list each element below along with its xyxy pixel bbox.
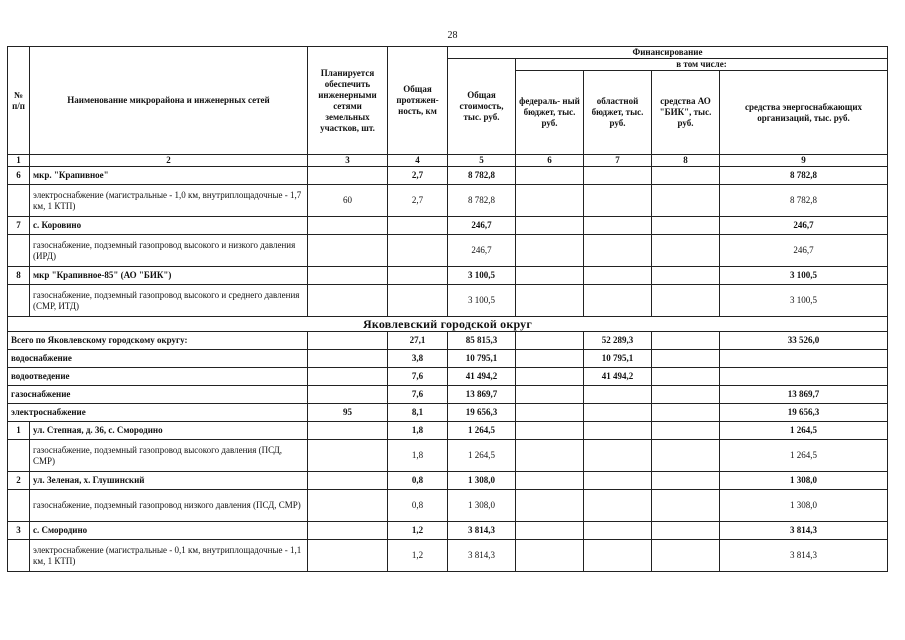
row-federal <box>516 167 584 185</box>
column-number: 8 <box>652 155 720 167</box>
row-energy: 1 264,5 <box>720 422 888 440</box>
row-length: 1,8 <box>388 422 448 440</box>
col-federal-header: федераль- ный бюджет, тыс. руб. <box>516 71 584 155</box>
row-federal <box>516 267 584 285</box>
row-bik <box>652 235 720 267</box>
row-bik <box>652 522 720 540</box>
column-number-row <box>8 155 888 167</box>
row-regional <box>584 490 652 522</box>
row-energy <box>720 350 888 368</box>
row-name: ул. Зеленая, х. Глушинский <box>30 472 308 490</box>
row-energy: 3 814,3 <box>720 540 888 572</box>
row-length: 1,8 <box>388 440 448 472</box>
row-number: 8 <box>8 267 30 285</box>
row-number: 7 <box>8 217 30 235</box>
row-length <box>388 235 448 267</box>
row-energy: 8 782,8 <box>720 167 888 185</box>
row-planned <box>308 350 388 368</box>
row-number: 3 <box>8 522 30 540</box>
row-federal <box>516 472 584 490</box>
row-name: газоснабжение, подземный газопровод высокого давления (ПСД, СМР) <box>30 440 308 472</box>
row-federal <box>516 217 584 235</box>
column-number: 4 <box>388 155 448 167</box>
table-row <box>8 285 888 317</box>
row-total: 41 494,2 <box>448 368 516 386</box>
row-federal <box>516 350 584 368</box>
table-row <box>8 386 888 404</box>
row-energy: 246,7 <box>720 217 888 235</box>
row-energy: 1 308,0 <box>720 472 888 490</box>
column-number: 1 <box>8 155 30 167</box>
row-planned <box>308 490 388 522</box>
row-number <box>8 235 30 267</box>
col-planned-header: Планируется обеспечить инженерными сетями земельных участков, шт. <box>308 47 388 155</box>
row-bik <box>652 490 720 522</box>
row-regional <box>584 422 652 440</box>
row-total: 246,7 <box>448 235 516 267</box>
row-length: 27,1 <box>388 332 448 350</box>
row-planned <box>308 368 388 386</box>
row-planned <box>308 522 388 540</box>
row-total: 3 814,3 <box>448 540 516 572</box>
row-total: 8 782,8 <box>448 185 516 217</box>
row-bik <box>652 167 720 185</box>
row-bik <box>652 386 720 404</box>
region-title-row <box>8 317 888 332</box>
row-length: 3,8 <box>388 350 448 368</box>
financing-header: Финансирование <box>448 47 888 59</box>
row-regional <box>584 540 652 572</box>
row-length <box>388 217 448 235</box>
row-number <box>8 540 30 572</box>
row-regional: 52 289,3 <box>584 332 652 350</box>
table-row <box>8 422 888 440</box>
table-row <box>8 332 888 350</box>
row-regional <box>584 267 652 285</box>
row-energy: 3 100,5 <box>720 285 888 317</box>
page-number: 28 <box>447 30 458 41</box>
table-row <box>8 235 888 267</box>
row-planned: 95 <box>308 404 388 422</box>
col-name-header: Наименование микрорайона и инженерных сетей <box>30 47 308 155</box>
row-energy: 1 264,5 <box>720 440 888 472</box>
row-bik <box>652 350 720 368</box>
row-planned <box>308 167 388 185</box>
row-regional <box>584 217 652 235</box>
row-length: 2,7 <box>388 167 448 185</box>
row-length: 2,7 <box>388 185 448 217</box>
table-row <box>8 540 888 572</box>
row-regional <box>584 440 652 472</box>
row-energy: 8 782,8 <box>720 185 888 217</box>
row-federal <box>516 185 584 217</box>
row-planned <box>308 472 388 490</box>
col-num-header: № п/п <box>8 47 30 155</box>
row-energy: 1 308,0 <box>720 490 888 522</box>
table-row <box>8 522 888 540</box>
row-length: 1,2 <box>388 522 448 540</box>
row-total: 13 869,7 <box>448 386 516 404</box>
row-planned <box>308 440 388 472</box>
row-energy: 3 814,3 <box>720 522 888 540</box>
row-federal <box>516 522 584 540</box>
row-bik <box>652 185 720 217</box>
column-number: 2 <box>30 155 308 167</box>
row-bik <box>652 267 720 285</box>
row-bik <box>652 440 720 472</box>
row-bik <box>652 285 720 317</box>
row-total: 3 100,5 <box>448 267 516 285</box>
row-regional: 10 795,1 <box>584 350 652 368</box>
row-bik <box>652 332 720 350</box>
table-row <box>8 217 888 235</box>
row-federal <box>516 422 584 440</box>
row-federal <box>516 490 584 522</box>
row-planned <box>308 422 388 440</box>
row-name: Всего по Яковлевскому городскому округу: <box>8 332 308 350</box>
row-planned <box>308 217 388 235</box>
row-number <box>8 490 30 522</box>
row-length: 8,1 <box>388 404 448 422</box>
row-energy <box>720 368 888 386</box>
col-regional-header: областной бюджет, тыс. руб. <box>584 71 652 155</box>
row-federal <box>516 386 584 404</box>
row-planned <box>308 235 388 267</box>
row-total: 1 264,5 <box>448 440 516 472</box>
row-name: ул. Степная, д. 36, с. Смородино <box>30 422 308 440</box>
row-total: 1 308,0 <box>448 472 516 490</box>
row-energy: 246,7 <box>720 235 888 267</box>
row-federal <box>516 332 584 350</box>
row-total: 85 815,3 <box>448 332 516 350</box>
row-length: 7,6 <box>388 368 448 386</box>
column-number: 5 <box>448 155 516 167</box>
col-length-header: Общая протяжен- ность, км <box>388 47 448 155</box>
column-number: 6 <box>516 155 584 167</box>
row-name: водоотведение <box>8 368 308 386</box>
row-name: электроснабжение <box>8 404 308 422</box>
row-name: газоснабжение, подземный газопровод высокого и среднего давления (СМР, ИТД) <box>30 285 308 317</box>
including-header: в том числе: <box>516 59 888 71</box>
table-row <box>8 350 888 368</box>
row-regional <box>584 522 652 540</box>
col-bik-header: средства АО "БИК", тыс. руб. <box>652 71 720 155</box>
row-number: 6 <box>8 167 30 185</box>
row-bik <box>652 368 720 386</box>
row-length <box>388 267 448 285</box>
row-bik <box>652 472 720 490</box>
row-length: 7,6 <box>388 386 448 404</box>
row-regional <box>584 167 652 185</box>
row-planned <box>308 332 388 350</box>
row-bik <box>652 422 720 440</box>
col-total-header: Общая стоимость, тыс. руб. <box>448 59 516 155</box>
row-name: газоснабжение, подземный газопровод высокого и низкого давления (ИРД) <box>30 235 308 267</box>
row-length: 0,8 <box>388 472 448 490</box>
row-number <box>8 185 30 217</box>
table-row <box>8 185 888 217</box>
row-number <box>8 285 30 317</box>
row-energy: 3 100,5 <box>720 267 888 285</box>
row-federal <box>516 368 584 386</box>
row-bik <box>652 540 720 572</box>
row-length: 0,8 <box>388 490 448 522</box>
row-planned <box>308 267 388 285</box>
row-planned <box>308 386 388 404</box>
row-regional <box>584 386 652 404</box>
table-row <box>8 440 888 472</box>
table-row <box>8 167 888 185</box>
table-row <box>8 368 888 386</box>
column-number: 3 <box>308 155 388 167</box>
row-name: мкр "Крапивное-85" (АО "БИК") <box>30 267 308 285</box>
row-name: электроснабжение (магистральные - 0,1 км, внутриплощадочные - 1,1 км, 1 КТП) <box>30 540 308 572</box>
row-regional <box>584 404 652 422</box>
row-regional <box>584 285 652 317</box>
row-energy: 33 526,0 <box>720 332 888 350</box>
row-federal <box>516 440 584 472</box>
row-regional <box>584 472 652 490</box>
row-total: 3 100,5 <box>448 285 516 317</box>
table-row <box>8 472 888 490</box>
row-energy: 13 869,7 <box>720 386 888 404</box>
row-federal <box>516 540 584 572</box>
row-federal <box>516 285 584 317</box>
row-federal <box>516 235 584 267</box>
table-row <box>8 404 888 422</box>
row-total: 10 795,1 <box>448 350 516 368</box>
table-row <box>8 267 888 285</box>
row-total: 3 814,3 <box>448 522 516 540</box>
row-total: 1 308,0 <box>448 490 516 522</box>
row-length <box>388 285 448 317</box>
row-energy: 19 656,3 <box>720 404 888 422</box>
row-total: 19 656,3 <box>448 404 516 422</box>
row-total: 1 264,5 <box>448 422 516 440</box>
row-federal <box>516 404 584 422</box>
row-regional: 41 494,2 <box>584 368 652 386</box>
row-name: газоснабжение, подземный газопровод низкого давления (ПСД, СМР) <box>30 490 308 522</box>
financing-table <box>7 46 888 572</box>
row-name: мкр. "Крапивное" <box>30 167 308 185</box>
row-bik <box>652 404 720 422</box>
row-length: 1,2 <box>388 540 448 572</box>
column-number: 7 <box>584 155 652 167</box>
row-name: электроснабжение (магистральные - 1,0 км, внутриплощадочные - 1,7 км, 1 КТП) <box>30 185 308 217</box>
row-number: 1 <box>8 422 30 440</box>
row-number <box>8 440 30 472</box>
row-planned: 60 <box>308 185 388 217</box>
row-name: с. Коровино <box>30 217 308 235</box>
row-planned <box>308 285 388 317</box>
row-total: 8 782,8 <box>448 167 516 185</box>
row-name: водоснабжение <box>8 350 308 368</box>
row-number: 2 <box>8 472 30 490</box>
col-energy-header: средства энергоснабжающих организаций, тыс. руб. <box>720 71 888 155</box>
row-planned <box>308 540 388 572</box>
column-number: 9 <box>720 155 888 167</box>
row-bik <box>652 217 720 235</box>
row-regional <box>584 185 652 217</box>
table-row <box>8 490 888 522</box>
row-name: газоснабжение <box>8 386 308 404</box>
row-total: 246,7 <box>448 217 516 235</box>
row-regional <box>584 235 652 267</box>
region-title: Яковлевский городской округ <box>8 317 888 332</box>
row-name: с. Смородино <box>30 522 308 540</box>
